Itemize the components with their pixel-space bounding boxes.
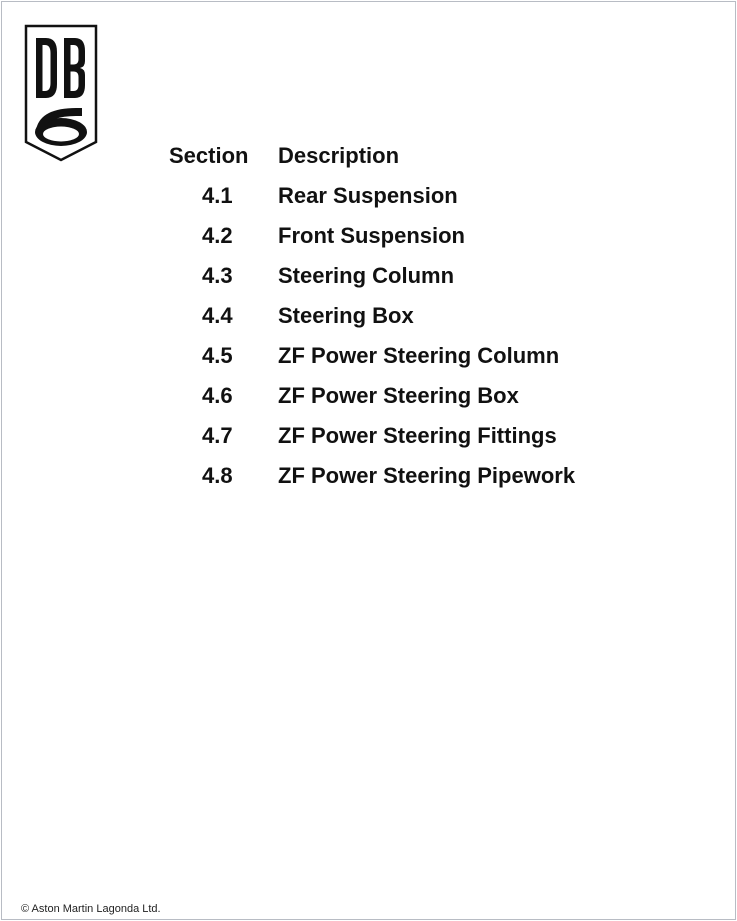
section-number: 4.8 (202, 463, 233, 488)
section-description: ZF Power Steering Pipework (278, 463, 576, 488)
section-column-header: Section (169, 143, 249, 168)
section-row (2, 420, 735, 460)
section-row (2, 220, 735, 260)
section-row (2, 300, 735, 340)
section-row (2, 340, 735, 380)
section-number: 4.6 (202, 383, 233, 408)
section-row (2, 380, 735, 420)
section-description: ZF Power Steering Column (278, 343, 560, 368)
section-number: 4.1 (202, 183, 233, 208)
section-number: 4.3 (202, 263, 233, 288)
section-number: 4.4 (202, 303, 233, 328)
copyright-footer: © Aston Martin Lagonda Ltd. (21, 903, 161, 915)
section-row (2, 460, 735, 500)
section-description: ZF Power Steering Fittings (278, 423, 557, 448)
section-row (2, 260, 735, 300)
table-header-row (2, 140, 735, 180)
description-column-header: Description (278, 143, 400, 168)
section-description: ZF Power Steering Box (278, 383, 519, 408)
section-number: 4.2 (202, 223, 233, 248)
section-description: Steering Column (278, 263, 455, 288)
section-number: 4.7 (202, 423, 233, 448)
section-description: Rear Suspension (278, 183, 458, 208)
document-page (1, 1, 736, 920)
section-description: Steering Box (278, 303, 414, 328)
section-table (2, 140, 735, 500)
section-description: Front Suspension (278, 223, 465, 248)
section-number: 4.5 (202, 343, 233, 368)
section-row (2, 180, 735, 220)
